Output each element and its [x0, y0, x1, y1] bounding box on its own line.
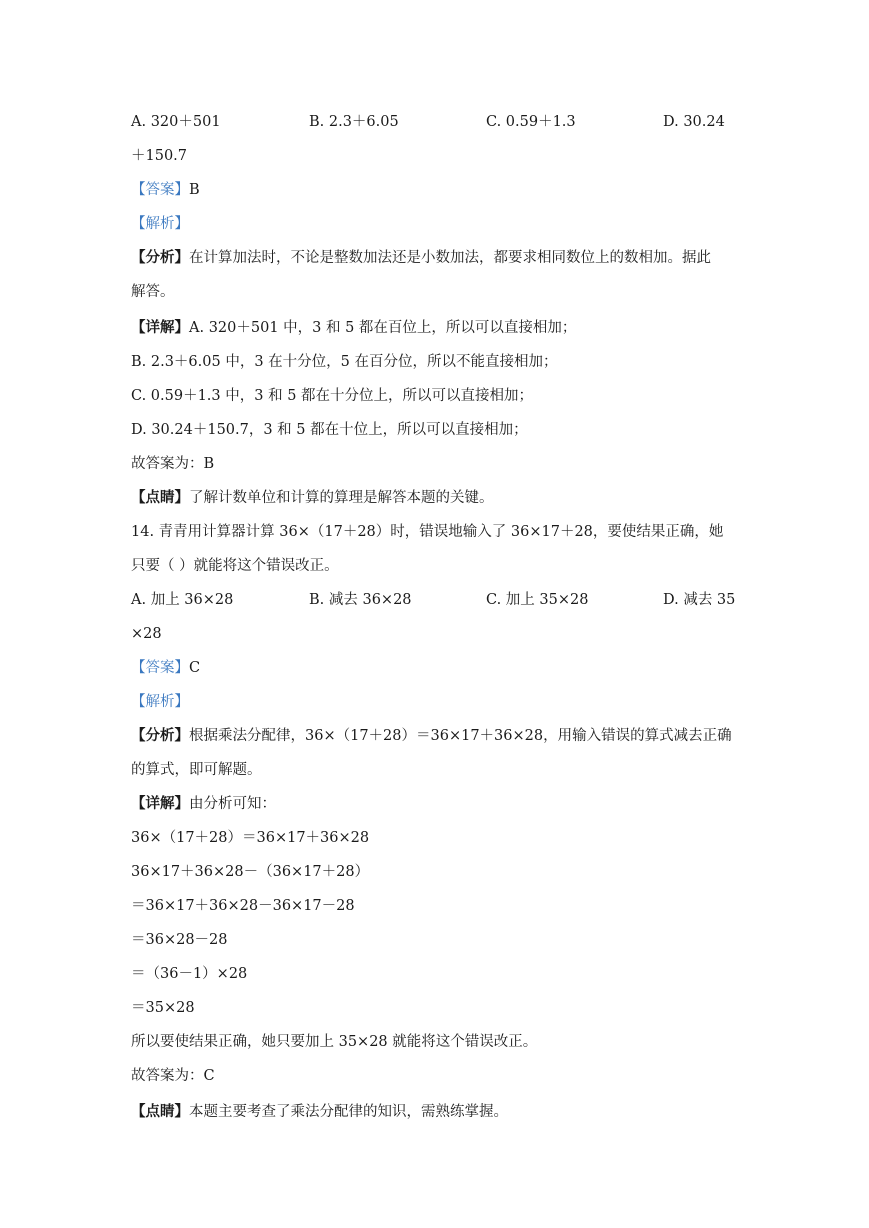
q14-analysis-label: 【解析】	[131, 694, 189, 710]
q14-fenxi-line1	[131, 726, 732, 746]
answer-value: C	[189, 660, 201, 676]
q14-option-d: D. 减去 35	[663, 592, 736, 608]
answer-label: 【答案】	[131, 182, 189, 198]
q13-xiangjie-line3: C. 0.59＋1.3 中，3 和 5 都在十分位上，所以可以直接相加；	[131, 388, 534, 404]
q14-answer	[131, 658, 200, 678]
dianjing-label: 【点睛】	[131, 1103, 189, 1120]
q14-stem-line2: 只要（ ）就能将这个错误改正。	[131, 558, 339, 574]
q14-conclusion: 故答案为：C	[131, 1068, 215, 1084]
q13-conclusion: 故答案为：B	[131, 456, 215, 472]
q14-step: ＝（36－1）×28	[131, 966, 248, 982]
q14-step: ＝35×28	[131, 1000, 195, 1016]
q13-analysis-label: 【解析】	[131, 216, 189, 232]
q13-xiangjie-line4: D. 30.24＋150.7，3 和 5 都在十位上，所以可以直接相加；	[131, 422, 528, 438]
q13-option-a: A. 320＋501	[131, 114, 221, 130]
q14-step: 36×17＋36×28－（36×17＋28）	[131, 864, 370, 880]
q13-option-c: C. 0.59＋1.3	[486, 114, 576, 130]
q14-fenxi-line2: 的算式，即可解题。	[131, 762, 262, 778]
xiangjie-label: 【详解】	[131, 319, 189, 336]
q14-dianjing	[131, 1102, 508, 1122]
answer-label: 【答案】	[131, 660, 189, 676]
answer-value: B	[189, 182, 200, 198]
fenxi-label: 【分析】	[131, 727, 189, 744]
q13-fenxi-line1	[131, 248, 711, 268]
xiangjie-label: 【详解】	[131, 795, 189, 812]
xiangjie-text: A. 320＋501 中，3 和 5 都在百位上，所以可以直接相加；	[189, 320, 577, 336]
q13-dianjing	[131, 488, 494, 508]
q14-step: ＝36×28－28	[131, 932, 228, 948]
q14-summary: 所以要使结果正确，她只要加上 35×28 就能将这个错误改正。	[131, 1034, 538, 1050]
dianjing-text: 了解计数单位和计算的算理是解答本题的关键。	[189, 490, 494, 506]
q13-answer	[131, 180, 200, 200]
fenxi-text: 在计算加法时，不论是整数加法还是小数加法，都要求相同数位上的数相加。据此	[189, 250, 711, 266]
q13-option-d: D. 30.24	[663, 114, 725, 130]
q13-option-d-continued: ＋150.7	[131, 148, 188, 164]
q14-stem-line1: 14. 青青用计算器计算 36×（17＋28）时，错误地输入了 36×17＋28，要使结果正确，她	[131, 524, 724, 540]
fenxi-text: 根据乘法分配律，36×（17＋28）＝36×17＋36×28，用输入错误的算式减去正确	[189, 728, 732, 744]
q14-option-c: C. 加上 35×28	[486, 592, 589, 608]
fenxi-label: 【分析】	[131, 249, 189, 266]
dianjing-label: 【点睛】	[131, 489, 189, 506]
q13-xiangjie-line2: B. 2.3＋6.05 中，3 在十分位，5 在百分位，所以不能直接相加；	[131, 354, 558, 370]
q14-xiangjie-line	[131, 794, 276, 814]
dianjing-text: 本题主要考查了乘法分配律的知识，需熟练掌握。	[189, 1104, 508, 1120]
q13-xiangjie-line1	[131, 318, 576, 338]
q13-option-b: B. 2.3＋6.05	[309, 114, 399, 130]
xiangjie-text: 由分析可知：	[189, 796, 276, 812]
q14-option-b: B. 减去 36×28	[309, 592, 412, 608]
q14-option-d-continued: ×28	[131, 626, 162, 642]
q13-fenxi-line2: 解答。	[131, 284, 175, 300]
q14-option-a: A. 加上 36×28	[131, 592, 234, 608]
q14-step: ＝36×17＋36×28－36×17－28	[131, 898, 355, 914]
q14-step: 36×（17＋28）＝36×17＋36×28	[131, 830, 370, 846]
